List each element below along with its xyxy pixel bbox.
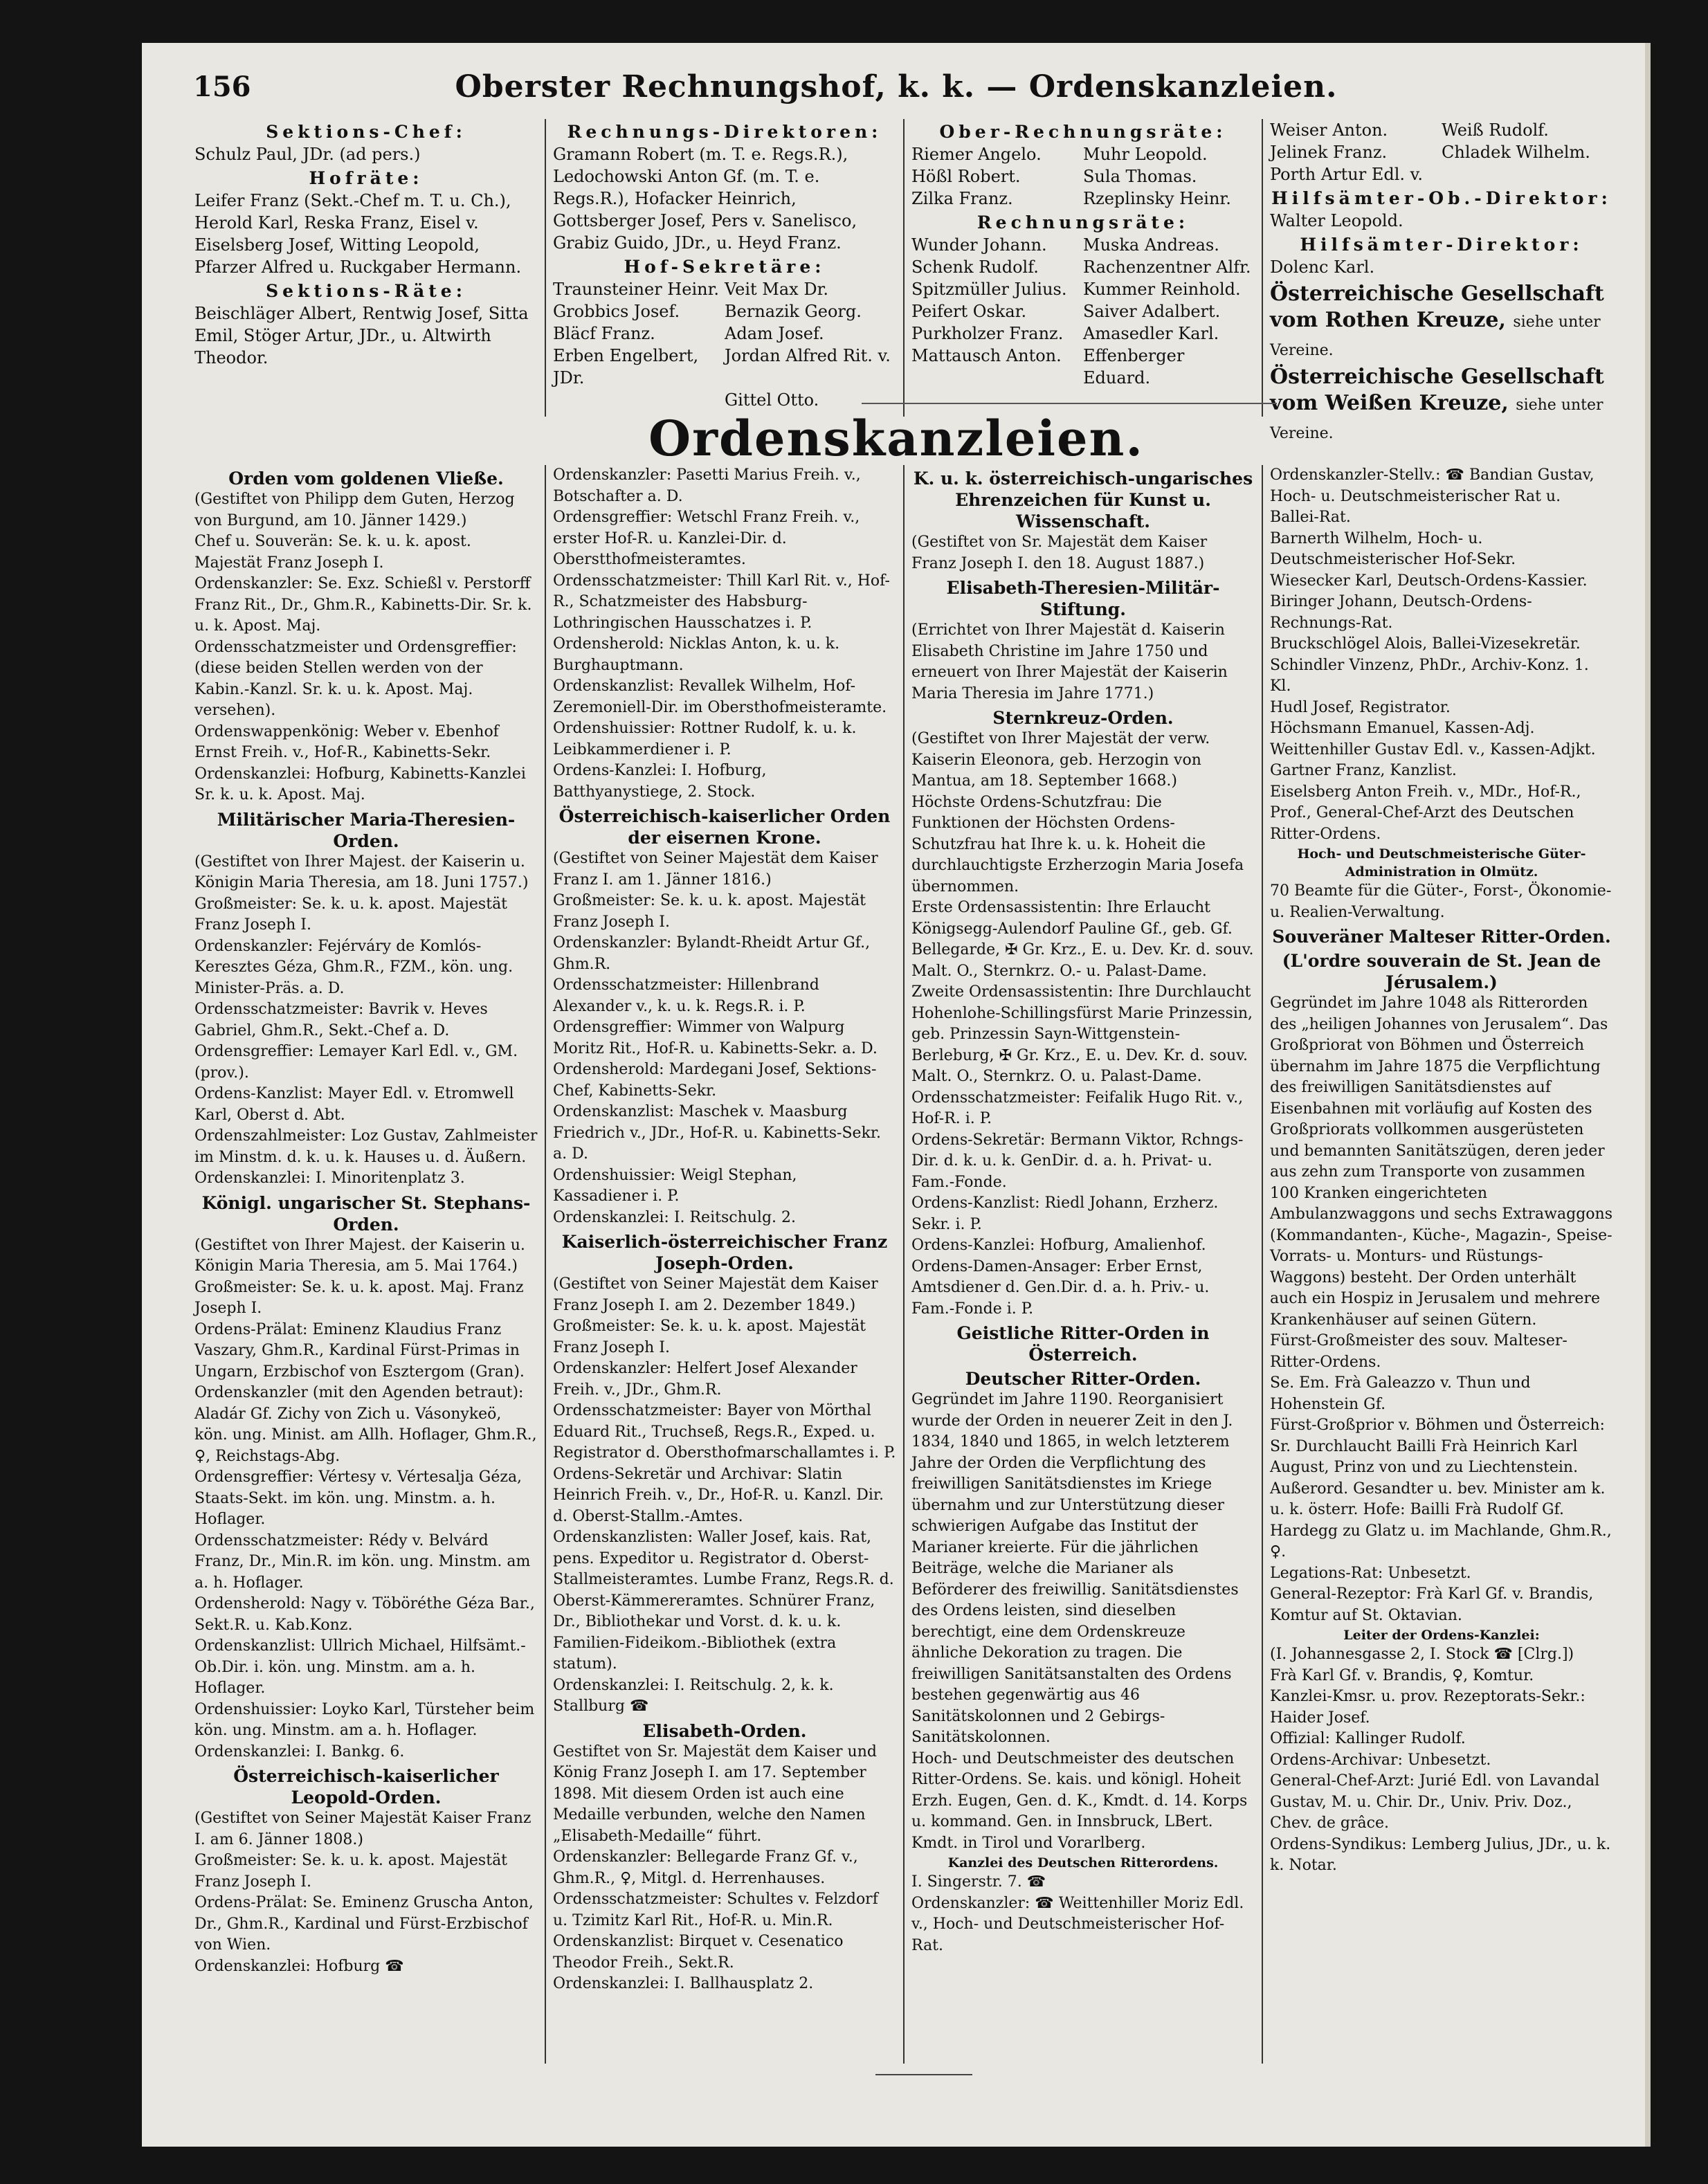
entry: Ordenskanzlist: Ullrich Michael, Hilfsämt.-Ob.Dir. i. kön. ung. Minstm. am a. h. Hoflager. — [194, 1637, 526, 1697]
entry: Ordensgreffier: Wimmer von Walpurg Moritz Rit., Hof-R. u. Kabinetts-Sekr. a. D. — [553, 1019, 878, 1057]
pair-list — [553, 278, 896, 411]
entry: Ordens-Kanzlist: Mayer Edl. v. Etromwell Karl, Oberst d. Abt. — [194, 1085, 514, 1124]
entry: Ordens-Damen-Ansager: Erber Ernst, Amtsdiener d. Gen.Dir. d. a. h. Priv.- u. Fam.-Fonde i. P. — [911, 1257, 1210, 1318]
entry: Rzeplinsky Heinr. — [1083, 189, 1231, 208]
order-title: K. u. k. österreichisch-ungarisches Ehrenzeichen für Kunst u. Wissenschaft. — [913, 468, 1253, 531]
entry: Großmeister: Se. k. u. k. apost. Majestät Franz Joseph I. — [553, 892, 866, 931]
entry: Leifer Franz (Sekt.-Chef m. T. u. Ch.), Herold Karl, Reska Franz, Eisel v. Eiselsberg Josef, Witting Leopold, Pfarzer Alfred u. Ruckgaber Hermann. — [194, 191, 522, 277]
entry: Hudl Josef, Registrator. — [1270, 698, 1451, 716]
column-2 — [545, 465, 903, 2064]
entry: Ordenskanzlei: I. Ballhausplatz 2. — [553, 1975, 814, 1992]
main-columns — [188, 465, 1620, 2064]
entry: Gramann Robert (m. T. e. Regs.R.), Ledochowski Anton Gf. (m. T. e. Regs.R.), Hofacker Heinrich, Gottsberger Josef, Pers v. Sanelisco, Grabiz Guido, JDr., u. Heyd Franz. — [553, 145, 857, 253]
page-edge — [1645, 43, 1651, 2147]
entry-list — [194, 302, 538, 369]
entry: Ordenskanzlei: I. Reitschulg. 2, k. k. Stallburg ☎ — [553, 1676, 834, 1715]
order-title: Orden vom goldenen Vließe. — [228, 468, 504, 489]
entry: Bläcf Franz. — [553, 324, 655, 343]
entry: Ordens-Kanzlei: I. Hofburg, Batthyanystiege, 2. Stock. — [553, 762, 767, 801]
entry: Chladek Wilhelm. — [1442, 143, 1590, 162]
entry: Ordenskanzlei: I. Bankg. 6. — [194, 1742, 405, 1760]
column-3 — [903, 465, 1262, 2064]
running-header: Oberster Rechnungshof, k. k. — Ordenskanzleien. — [455, 69, 1338, 104]
name-pair — [553, 322, 896, 345]
entry: Ordensgreffier: Lemayer Karl Edl. v., GM. (prov.). — [194, 1043, 518, 1082]
entry: Grobbics Josef. — [553, 302, 680, 321]
entry — [553, 389, 725, 411]
entry: Ordensherold: Nagy v. Töböréthe Géza Bar., Sekt.R. u. Kab.Konz. — [194, 1595, 535, 1634]
entry: Ordenskanzlei: Hofburg, Kabinetts-Kanzlei Sr. k. u. k. Apost. Maj. — [194, 765, 526, 803]
entry: Ordens-Kanzlist: Riedl Johann, Erzherz. Sekr. i. P. — [911, 1194, 1219, 1233]
entry: Bruckschlögel Alois, Ballei-Vizesekretär. — [1270, 635, 1581, 653]
order-title: Elisabeth-Theresien-Militär-Stiftung. — [946, 578, 1220, 619]
entry: Ordensherold: Mardegani Josef, Sektions-Chef, Kabinetts-Sekr. — [553, 1061, 877, 1100]
top-col-2 — [545, 119, 903, 417]
column-4 — [1262, 465, 1620, 2064]
entry: Ordenshuissier: Rottner Rudolf, k. u. k. Leibkammerdiener i. P. — [553, 720, 857, 758]
name-pair — [911, 345, 1255, 389]
pair-list — [911, 234, 1255, 389]
entry: Gartner Franz, Kanzlist. — [1270, 762, 1457, 779]
entry: Fürst-Großmeister des souv. Malteser-Ritter-Ordens. — [1270, 1332, 1568, 1371]
entry: Ordens-Syndikus: Lemberg Julius, JDr., u. k. k. Notar. — [1270, 1835, 1611, 1874]
entry: Biringer Johann, Deutsch-Ordens-Rechnungs-Rat. — [1270, 593, 1532, 632]
entry: Ordenskanzlisten: Waller Josef, kais. Rat, pens. Expeditor u. Registrator d. Oberst-Stallmeisteramtes. Lumbe Franz, Regs.R. d. Oberst-Kämmereramtes. Schnürer Franz, Dr., Bibliothekar und Vorst. d. k. u. k. Familien-Fideikom.-Bibliothek (extra statum). — [553, 1529, 894, 1673]
entry: Ordensgreffier: Wetschl Franz Freih. v., erster Hof-R. u. Kanzlei-Dir. d. Oberstthofmeisteramtes. — [553, 509, 860, 568]
entry: Traunsteiner Heinr. — [553, 280, 720, 299]
society-red-cross: Österreichische Gesellschaft vom Rothen Kreuze, siehe unter Vereine. — [1270, 282, 1604, 359]
entry: Sula Thomas. — [1083, 167, 1197, 186]
order-title: Deutscher Ritter-Orden. — [965, 1369, 1201, 1389]
entry: Zilka Franz. — [911, 189, 1013, 208]
entry: Bernazik Georg. — [725, 302, 862, 321]
name-pair — [911, 165, 1255, 188]
subheading: Ober-Rechnungsräte: — [939, 122, 1227, 142]
entry: Ordenskanzlei: I. Minoritenplatz 3. — [194, 1170, 465, 1187]
entry: I. Singerstr. 7. ☎ — [911, 1873, 1046, 1891]
entry: Muhr Leopold. — [1083, 145, 1208, 164]
society-white-cross: Österreichische Gesellschaft vom Weißen Kreuze, siehe unter Vereine. — [1270, 365, 1604, 442]
order-title: Souveräner Malteser Ritter-Orden. — [1272, 927, 1611, 947]
entry-list — [1270, 163, 1613, 185]
entry: (Gestiftet von Seiner Majestät dem Kaiser Franz I. am 1. Jänner 1816.) — [553, 850, 878, 889]
entry-list — [1270, 210, 1613, 232]
entry: Ordens-Archivar: Unbesetzt. — [1270, 1751, 1491, 1769]
separator — [862, 403, 1277, 404]
entry: Ordensgreffier: Vértesy v. Vértesalja Géza, Staats-Sekt. im kön. ung. Minstm. a. h. Hoflager. — [194, 1468, 523, 1528]
entry: Peifert Oskar. — [911, 302, 1027, 321]
entry: Muska Andreas. — [1083, 235, 1219, 255]
subheading: Hof-Sekretäre: — [624, 257, 826, 277]
entry: (Gestiftet von Philipp dem Guten, Herzog von Burgund, am 10. Jänner 1429.) — [194, 491, 515, 529]
entry: General-Chef-Arzt: Jurié Edl. von Lavandal Gustav, M. u. Chir. Dr., Univ. Priv. Doz., Chev. de grâce. — [1270, 1772, 1600, 1832]
entry: Schulz Paul, JDr. (ad pers.) — [194, 145, 421, 164]
entry: Mattausch Anton. — [911, 346, 1062, 365]
entry: Ordensschatzmeister: Bayer von Mörthal Eduard Rit., Truchseß, Regs.R., Exped. u. Registrator d. Obersthofmarschallamtes i. P. — [553, 1402, 896, 1462]
entry: Spitzmüller Julius. — [911, 280, 1067, 299]
entry: Legations-Rat: Unbesetzt. — [1270, 1564, 1471, 1582]
entry: Wunder Johann. — [911, 235, 1047, 255]
entry: General-Rezeptor: Frà Karl Gf. v. Brandis, Komtur auf St. Oktavian. — [1270, 1585, 1594, 1624]
name-pair — [553, 345, 896, 389]
entry: Ordenskanzler-Stellv.: ☎ Bandian Gustav, Hoch- u. Deutschmeisterischer Rat u. Ballei-Rat. — [1270, 466, 1595, 526]
name-pair — [911, 188, 1255, 210]
entry: Großmeister: Se. k. u. k. apost. Majestät Franz Joseph I. — [194, 1852, 508, 1891]
subheading: Hoch- und Deutschmeisterische Güter-Administration in Olmütz. — [1297, 846, 1586, 880]
entry: Großmeister: Se. k. u. k. apost. Maj. Franz Joseph I. — [194, 1278, 524, 1317]
entry: Hoch- und Deutschmeister des deutschen Ritter-Ordens. Se. kais. und königl. Hoheit Erzh. Eugen, Gen. d. K., Kmdt. d. 14. Korps u. kommand. Gen. in Innsbruck, LBert. Kmdt. in Tirol und Vorarlberg. — [911, 1749, 1248, 1852]
entry: 70 Beamte für die Güter-, Forst-, Ökonomie- u. Realien-Verwaltung. — [1270, 882, 1612, 921]
subheading: Kanzlei des Deutschen Ritterordens. — [947, 1855, 1219, 1871]
entry: Ordensschatzmeister: Schultes v. Felzdorf u. Tzimitz Karl Rit., Hof-R. u. Min.R. — [553, 1891, 878, 1929]
entry: Höchsmann Emanuel, Kassen-Adj. — [1270, 720, 1535, 737]
subheading: Rechnungsräte: — [976, 212, 1190, 233]
entry: Wiesecker Karl, Deutsch-Ordens-Kassier. — [1270, 572, 1588, 590]
page-number: 156 — [193, 71, 251, 103]
subheading: Hilfsämter-Ob.-Direktor: — [1271, 188, 1612, 208]
entry: Ordensschatzmeister: Thill Karl Rit. v., Hof-R., Schatzmeister des Habsburg-Lothringischen Hausschatzes i. P. — [553, 572, 890, 632]
end-rule — [875, 2074, 972, 2075]
entry: (Gestiftet von Sr. Majestät dem Kaiser Franz Joseph I. den 18. August 1887.) — [911, 534, 1208, 572]
entry: Gegründet im Jahre 1048 als Ritterorden des „heiligen Johannes von Jerusalem“. Das Großpriorat von Böhmen und Österreich übernahm im Jahre 1875 die Verpflichtung des freiwilligen Sanitätsdienstes auf Eisenbahnen mit vorläufig auf Kosten des Großpriorats vollkommen ausgerüsteten und bemannten Sanitätszügen, deren jeder aus zehn zum Transporte von zusammen 100 Kranken eingerichteten Ambulanzwaggons und sechs Extrawaggons (Kommandanten-, Küche-, Magazin-, Speise-Vorrats- u. Monturs- und Rüstungs-Waggons) besteht. Der Orden unterhält auch ein Hospiz in Jerusalem und mehrere Krankenhäuser auf seinen Gütern. — [1270, 994, 1612, 1329]
subheading: Hilfsämter-Direktor: — [1300, 235, 1583, 255]
entry: Gittel Otto. — [725, 390, 819, 410]
entry: Weiser Anton. — [1270, 120, 1388, 140]
entry: Ordenskanzler: Pasetti Marius Freih. v., Botschafter a. D. — [553, 466, 861, 505]
name-pair — [911, 143, 1255, 165]
top-col-1 — [188, 119, 545, 417]
entry: Effenberger Eduard. — [1083, 346, 1185, 388]
entry: Ordensschatzmeister: Bavrik v. Heves Gabriel, Ghm.R., Sekt.-Chef a. D. — [194, 1001, 488, 1039]
entry: (Gestiftet von Ihrer Majestät der verw. Kaiserin Eleonora, geb. Herzogin von Mantua, am 18. September 1668.) — [911, 730, 1210, 790]
entry: Kanzlei-Kmsr. u. prov. Rezeptorats-Sekr.: Haider Josef. — [1270, 1688, 1586, 1727]
entry: Ordensschatzmeister und Ordensgreffier: (diese beiden Stellen werden von der Kabin.-Kanzl. Sr. k. u. k. Apost. Maj. versehen). — [194, 638, 517, 719]
entry: (Gestiftet von Ihrer Majest. der Kaiserin u. Königin Maria Theresia, am 18. Juni 1757.) — [194, 853, 529, 891]
entry: Zweite Ordensassistentin: Ihre Durchlaucht Hohenlohe-Schillingsfürst Marie Prinzessin, geb. Prinzessin Sayn-Wittgenstein-Berleburg, ✠ Gr. Krz., E. u. Dev. Kr. d. souv. Malt. O., Sternkrz. O. u. Palast-Dame. — [911, 983, 1253, 1085]
entry: Ordensschatzmeister: Rédy v. Belvárd Franz, Dr., Min.R. im kön. ung. Minstm. am a. h. Hoflager. — [194, 1531, 531, 1592]
entry: Ordenskanzler: Fejérváry de Komlós-Keresztes Géza, Ghm.R., FZM., kön. ung. Minister-Präs. a. D. — [194, 937, 514, 997]
entry: Ordenskanzler: Bellegarde Franz Gf. v., Ghm.R., ♀, Mitgl. d. Herrenhauses. — [553, 1848, 858, 1887]
page — [142, 43, 1651, 2147]
column-1 — [188, 465, 545, 2064]
name-pair — [553, 300, 896, 322]
entry: Ordenskanzler: ☎ Weittenhiller Moriz Edl. v., Hoch- und Deutschmeisterischer Hof-Rat. — [911, 1894, 1244, 1954]
entry-list — [194, 143, 538, 165]
entry: Großmeister: Se. k. u. k. apost. Majestät Franz Joseph I. — [194, 895, 508, 934]
entry: Kummer Reinhold. — [1083, 280, 1241, 299]
entry: Großmeister: Se. k. u. k. apost. Majestät Franz Joseph I. — [553, 1318, 866, 1356]
order-title: (L'ordre souverain de St. Jean de Jérusalem.) — [1282, 951, 1601, 992]
entry: Schindler Vinzenz, PhDr., Archiv-Konz. 1. Kl. — [1270, 656, 1589, 695]
entry: Purkholzer Franz. — [911, 324, 1064, 343]
entry: Hößl Robert. — [911, 167, 1021, 186]
subheading: Rechnungs-Direktoren: — [567, 122, 882, 142]
entry: Ordens-Sekretär und Archivar: Slatin Heinrich Freih. v., Dr., Hof-R. u. Kanzl. Dir. d. Oberst-Stallm.-Amtes. — [553, 1465, 884, 1525]
entry: Ordenskanzler: Helfert Josef Alexander Freih. v., JDr., Ghm.R. — [553, 1360, 857, 1399]
entry: Beischläger Albert, Rentwig Josef, Sitta Emil, Stöger Artur, JDr., u. Altwirth Theodor. — [194, 304, 529, 367]
entry: Jelinek Franz. — [1270, 143, 1388, 162]
entry: Ordenskanzler (mit den Agenden betraut): Aladár Gf. Zichy von Zich u. Vásonykeö, kön. ung. Minist. am Allh. Hoflager, Ghm.R., ♀, Reichstags-Abg. — [194, 1384, 537, 1465]
entry: Ordensschatzmeister: Hillenbrand Alexander v., k. u. k. Regs.R. i. P. — [553, 976, 819, 1015]
name-pair — [1270, 141, 1613, 163]
name-pair — [1270, 119, 1613, 141]
name-pair — [911, 234, 1255, 256]
entry: Höchste Ordens-Schutzfrau: Die Funktionen der Höchsten Ordens-Schutzfrau hat Ihre k. u. k. Hoheit die durchlauchtigste Erzherzogin Maria Josefa übernommen. — [911, 793, 1244, 895]
entry: Ordens-Prälat: Eminenz Klaudius Franz Vaszary, Ghm.R., Kardinal Fürst-Primas in Ungarn, Erzbischof von Esztergom (Gran). — [194, 1320, 525, 1381]
entry: Ordenskanzler: Se. Exz. Schießl v. Perstorff Franz Rit., Dr., Ghm.R., Kabinetts-Dir. Sr. k. u. k. Apost. Maj. — [194, 575, 532, 635]
entry: Schenk Rudolf. — [911, 257, 1039, 277]
name-pair — [911, 278, 1255, 300]
entry: Sr. Durchlaucht Bailli Frà Heinrich Karl August, Prinz von und zu Liechtenstein. — [1270, 1437, 1579, 1476]
entry: Offizial: Kallinger Rudolf. — [1270, 1730, 1466, 1747]
entry: Riemer Angelo. — [911, 145, 1042, 164]
section-title: Ordenskanzleien. — [648, 410, 1144, 467]
entry: Ordensschatzmeister: Feifalik Hugo Rit. v., Hof-R. i. P. — [911, 1089, 1244, 1127]
subheading: Sektions-Räte: — [266, 281, 466, 301]
entry: Adam Josef. — [725, 324, 824, 343]
entry-list — [553, 143, 896, 254]
entry: Walter Leopold. — [1270, 211, 1403, 230]
name-pair — [911, 300, 1255, 322]
entry: Ordens-Sekretär: Bermann Viktor, Rchngs-Dir. d. k. u. k. GenDir. d. a. h. Privat- u. Fam.-Fonde. — [911, 1131, 1244, 1191]
entry: Saiver Adalbert. — [1083, 302, 1221, 321]
entry: (Gestiftet von Ihrer Majest. der Kaiserin u. Königin Maria Theresia, am 5. Mai 1764.) — [194, 1236, 525, 1275]
entry: Rachenzentner Alfr. — [1083, 257, 1251, 277]
order-title: Sternkreuz-Orden. — [992, 708, 1174, 728]
entry: Ordenswappenkönig: Weber v. Ebenhof Ernst Freih. v., Hof-R., Kabinetts-Sekr. — [194, 722, 499, 761]
entry: Erben Engelbert, JDr. — [553, 346, 699, 388]
entry: Ordenskanzlist: Maschek v. Maasburg Friedrich v., JDr., Hof-R. u. Kabinetts-Sekr. a. D. — [553, 1103, 881, 1163]
pair-list — [1270, 119, 1613, 163]
entry: Ordenskanzlei: Hofburg ☎ — [194, 1957, 404, 1975]
entry: Porth Artur Edl. v. — [1270, 165, 1423, 184]
subheading: Hofräte: — [309, 168, 424, 188]
entry: Amasedler Karl. — [1083, 324, 1219, 343]
top-col-4 — [1262, 119, 1620, 442]
entry: Ordenskanzlei: I. Reitschulg. 2. — [553, 1208, 797, 1226]
order-title: Österreichisch-kaiserlicher Leopold-Orden. — [233, 1766, 499, 1808]
entry: Frà Karl Gf. v. Brandis, ♀, Komtur. — [1270, 1666, 1534, 1684]
name-pair — [553, 389, 896, 411]
entry: Weittenhiller Gustav Edl. v., Kassen-Adjkt. — [1270, 740, 1596, 758]
name-pair — [911, 322, 1255, 345]
entry: Barnerth Wilhelm, Hoch- u. Deutschmeisterischer Hof-Sekr. — [1270, 529, 1516, 568]
top-col-3 — [903, 119, 1262, 417]
order-title: Königl. ungarischer St. Stephans-Orden. — [201, 1192, 531, 1235]
subheading: Leiter der Ordens-Kanzlei: — [1343, 1628, 1540, 1643]
order-title: Österreichisch-kaiserlicher Orden der eisernen Krone. — [558, 806, 891, 848]
entry: Se. Em. Frà Galeazzo v. Thun und Hohenstein Gf. — [1270, 1374, 1531, 1413]
entry: Chef u. Souverän: Se. k. u. k. apost. Majestät Franz Joseph I. — [194, 533, 471, 572]
pair-list — [911, 143, 1255, 210]
entry: (I. Johannesgasse 2, I. Stock ☎ [Clrg.]) — [1270, 1646, 1574, 1663]
name-pair — [911, 256, 1255, 278]
entry: Jordan Alfred Rit. v. — [725, 346, 891, 365]
entry: (Gestiftet von Seiner Majestät dem Kaiser Franz Joseph I. am 2. Dezember 1849.) — [553, 1275, 878, 1314]
entry: Gestiftet von Sr. Majestät dem Kaiser und König Franz Joseph I. am 17. September 1898. Mit diesem Orden ist auch eine Medaille verbunden, welche den Namen „Elisabeth-Medaille“ führt. — [553, 1742, 877, 1845]
entry: Fürst-Großprior v. Böhmen und Österreich: — [1270, 1417, 1605, 1434]
entry: Gegründet im Jahre 1190. Reorganisiert wurde der Orden in neuerer Zeit in den J. 1834, 1840 und 1865, in welch letzterem Jahre der Orden die Verpflichtung des freiwilligen Sanitätsdienstes im Kriege übernahm und zur Unterstützung dieser schwierigen Aufgabe das Institut der Marianer kreierte. Für die jährlichen Beiträge, welche die Marianer als Beförderer des freiwillig. Sanitätsdienstes des Ordens leisten, sind dieselben berechtigt, eine dem Ordenskreuze ähnliche Dekoration zu tragen. Die freiwilligen Sanitätsanstalten des Ordens bestehen gegenwärtig aus 46 Sanitätskolonnen und 2 Gebirgs-Sanitätskolonnen. — [911, 1391, 1239, 1746]
entry: Veit Max Dr. — [725, 280, 829, 299]
entry: Ordenszahlmeister: Loz Gustav, Zahlmeister im Minstm. d. k. u. k. Hauses u. d. Äußern. — [194, 1127, 538, 1166]
entry: Ordensherold: Nicklas Anton, k. u. k. Burghauptmann. — [553, 635, 840, 674]
entry: Ordens-Kanzlei: Hofburg, Amalienhof. — [911, 1237, 1206, 1254]
entry: Ordenshuissier: Loyko Karl, Türsteher beim kön. ung. Minstm. am a. h. Hoflager. — [194, 1700, 535, 1739]
entry: Ordens-Prälat: Se. Eminenz Gruscha Anton, Dr., Ghm.R., Kardinal und Fürst-Erzbischof von Wien. — [194, 1894, 534, 1954]
entry: (Gestiftet von Seiner Majestät Kaiser Franz I. am 6. Jänner 1808.) — [194, 1810, 532, 1848]
entry: Ordenskanzlist: Birquet v. Cesenatico Theodor Freih., Sekt.R. — [553, 1933, 844, 1972]
entry-list — [194, 190, 538, 278]
entry: Ordenskanzlist: Revallek Wilhelm, Hof-Zeremoniell-Dir. im Obersthofmeisteramte. — [553, 677, 887, 716]
name-pair — [553, 278, 896, 300]
entry: Dolenc Karl. — [1270, 257, 1375, 277]
entry: Weiß Rudolf. — [1442, 120, 1549, 140]
entry: Eiselsberg Anton Freih. v., MDr., Hof-R., Prof., General-Chef-Arzt des Deutschen Ritter-Ordens. — [1270, 783, 1581, 843]
order-title: Geistliche Ritter-Orden in Österreich. — [956, 1323, 1210, 1365]
entry: Außerord. Gesandter u. bev. Minister am k. u. k. österr. Hofe: Bailli Frà Rudolf Gf. Hardegg zu Glatz u. im Machlande, Ghm.R., ♀. — [1270, 1480, 1612, 1560]
order-title: Kaiserlich-österreichischer Franz Joseph-Orden. — [561, 1232, 888, 1273]
order-title: Elisabeth-Orden. — [642, 1720, 807, 1741]
entry: Ordenshuissier: Weigl Stephan, Kassadiener i. P. — [553, 1166, 797, 1205]
entry: (Errichtet von Ihrer Majestät d. Kaiserin Elisabeth Christine im Jahre 1750 und erneuert von Ihrer Majestät der Kaiserin Maria Theresia im Jahre 1771.) — [911, 621, 1228, 702]
order-title: Militärischer Maria-Theresien-Orden. — [217, 809, 516, 851]
entry-list — [1270, 256, 1613, 278]
subheading: Sektions-Chef: — [266, 122, 466, 142]
entry: Ordenskanzler: Bylandt-Rheidt Artur Gf., Ghm.R. — [553, 934, 871, 973]
entry: Erste Ordensassistentin: Ihre Erlaucht Königsegg-Aulendorf Pauline Gf., geb. Gf. Bellegarde, ✠ Gr. Krz., E. u. Dev. Kr. d. souv. Malt. O., Sternkrz. O.- u. Palast-Dame. — [911, 899, 1254, 980]
